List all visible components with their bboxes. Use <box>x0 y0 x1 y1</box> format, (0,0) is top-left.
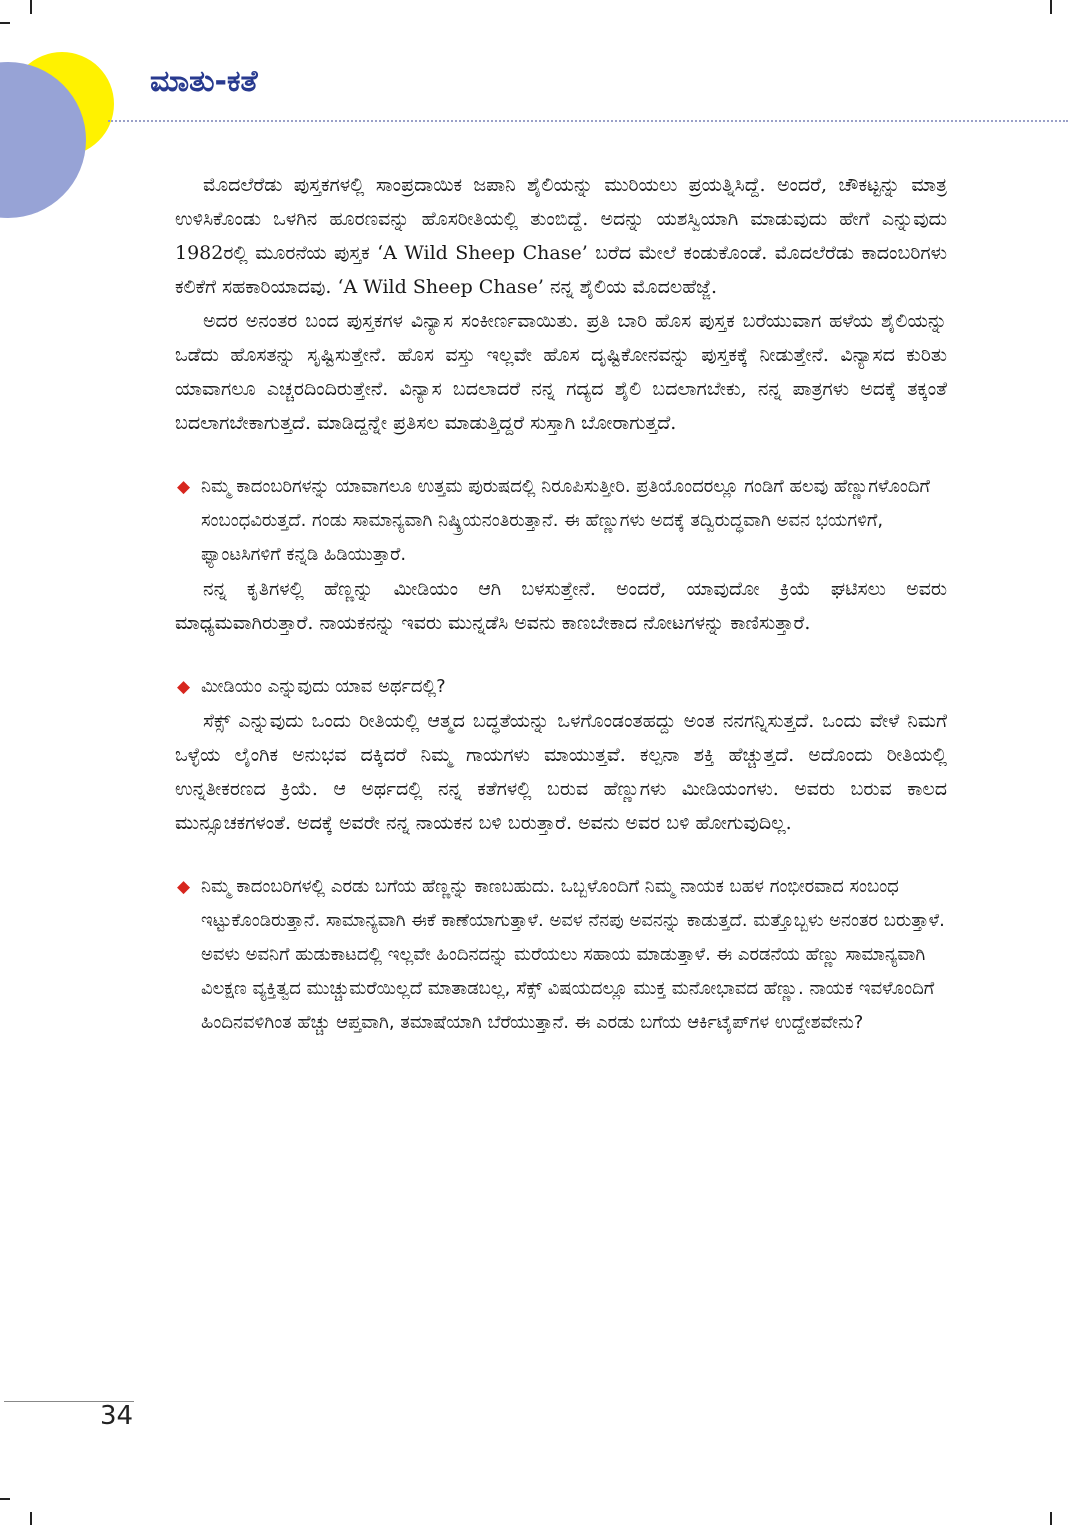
page-number: 34 <box>100 1401 134 1431</box>
header-dotted-rule <box>108 120 1068 122</box>
crop-mark <box>0 22 10 24</box>
crop-mark <box>0 1498 10 1500</box>
interview-question <box>175 670 947 704</box>
paragraph: ಅದರ ಅನಂತರ ಬಂದ ಪುಸ್ತಕಗಳ ವಿನ್ಯಾಸ ಸಂಕೀರ್ಣವಾಯಿತು. ಪ್ರತಿ ಬಾರಿ ಹೊಸ ಪುಸ್ತಕ ಬರೆಯುವಾಗ ಹಳೆಯ ಶೈಲಿಯನ್ನು ಒಡೆದು ಹೊಸತನ್ನು ಸೃಷ್ಟಿಸುತ್ತೇನೆ. ಹೊಸ ವಸ್ತು ಇಲ್ಲವೇ ಹೊಸ ದೃಷ್ಟಿಕೋನವನ್ನು ಪುಸ್ತಕಕ್ಕೆ ನೀಡುತ್ತೇನೆ. ವಿನ್ಯಾಸದ ಕುರಿತು ಯಾವಾಗಲೂ ಎಚ್ಚರದಿಂದಿರುತ್ತೇನೆ. ವಿನ್ಯಾಸ ಬದಲಾದರೆ ನನ್ನ ಗದ್ಯದ ಶೈಲಿ ಬದಲಾಗಬೇಕು, ನನ್ನ ಪಾತ್ರಗಳು ಅದಕ್ಕೆ ತಕ್ಕಂತೆ ಬದಲಾಗಬೇಕಾಗುತ್ತದೆ. ಮಾಡಿದ್ದನ್ನೇ ಪ್ರತಿಸಲ ಮಾಡುತ್ತಿದ್ದರೆ ಸುಸ್ತಾಗಿ ಬೋರಾಗುತ್ತದೆ. <box>175 310 947 434</box>
interview-question <box>175 870 947 1040</box>
question-text: ಮೀಡಿಯಂ ಎನ್ನುವುದು ಯಾವ ಅರ್ಥದಲ್ಲಿ? <box>201 676 446 697</box>
question-text: ನಿಮ್ಮ ಕಾದಂಬರಿಗಳನ್ನು ಯಾವಾಗಲೂ ಉತ್ತಮ ಪುರುಷದಲ್ಲಿ ನಿರೂಪಿಸುತ್ತೀರಿ. ಪ್ರತಿಯೊಂದರಲ್ಲೂ ಗಂಡಿಗೆ ಹಲವು ಹೆಣ್ಣುಗಳೊಂದಿಗೆ ಸಂಬಂಧವಿರುತ್ತದೆ. ಗಂಡು ಸಾಮಾನ್ಯವಾಗಿ ನಿಷ್ಕ್ರಿಯನಂತಿರುತ್ತಾನೆ. ಈ ಹೆಣ್ಣುಗಳು ಅದಕ್ಕೆ ತದ್ವಿರುದ್ಧವಾಗಿ ಅವನ ಭಯಗಳಿಗೆ, ಫ್ಯಾಂಟಸಿಗಳಿಗೆ ಕನ್ನಡಿ ಹಿಡಿಯುತ್ತಾರೆ. <box>201 476 930 565</box>
red-diamond-icon: ◆ <box>177 477 191 497</box>
question-text: ನಿಮ್ಮ ಕಾದಂಬರಿಗಳಲ್ಲಿ ಎರಡು ಬಗೆಯ ಹೆಣ್ಣನ್ನು ಕಾಣಬಹುದು. ಒಬ್ಬಳೊಂದಿಗೆ ನಿಮ್ಮ ನಾಯಕ ಬಹಳ ಗಂಭೀರವಾದ ಸಂಬಂಧ ಇಟ್ಟುಕೊಂಡಿರುತ್ತಾನೆ. ಸಾಮಾನ್ಯವಾಗಿ ಈಕೆ ಕಾಣೆಯಾಗುತ್ತಾಳೆ. ಅವಳ ನೆನಪು ಅವನನ್ನು ಕಾಡುತ್ತದೆ. ಮತ್ತೊಬ್ಬಳು ಅನಂತರ ಬರುತ್ತಾಳೆ. ಅವಳು ಅವನಿಗೆ ಹುಡುಕಾಟದಲ್ಲಿ ಇಲ್ಲವೇ ಹಿಂದಿನದನ್ನು ಮರೆಯಲು ಸಹಾಯ ಮಾಡುತ್ತಾಳೆ. ಈ ಎರಡನೆಯ ಹೆಣ್ಣು ಸಾಮಾನ್ಯವಾಗಿ ವಿಲಕ್ಷಣ ವ್ಯಕ್ತಿತ್ವದ ಮುಚ್ಚುಮರೆಯಿಲ್ಲದೆ ಮಾತಾಡಬಲ್ಲ, ಸೆಕ್ಸ್ ವಿಷಯದಲ್ಲೂ ಮುಕ್ತ ಮನೋಭಾವದ ಹೆಣ್ಣು. ನಾಯಕ ಇವಳೊಂದಿಗೆ ಹಿಂದಿನವಳಿಗಿಂತ ಹೆಚ್ಚು ಆಪ್ತವಾಗಿ, ತಮಾಷೆಯಾಗಿ ಬೆರೆಯುತ್ತಾನೆ. ಈ ಎರಡು ಬಗೆಯ ಆರ್ಕಿಟೈಪ್‌ಗಳ ಉದ್ದೇಶವೇನು? <box>201 876 945 1033</box>
paragraph: ಸೆಕ್ಸ್ ಎನ್ನುವುದು ಒಂದು ರೀತಿಯಲ್ಲಿ ಆತ್ಮದ ಬದ್ಧತೆಯನ್ನು ಒಳಗೊಂಡಂತಹದ್ದು ಅಂತ ನನಗನ್ನಿಸುತ್ತದೆ. ಒಂದು ವೇಳೆ ನಿಮಗೆ ಒಳ್ಳೆಯ ಲೈಂಗಿಕ ಅನುಭವ ದಕ್ಕಿದರೆ ನಿಮ್ಮ ಗಾಯಗಳು ಮಾಯುತ್ತವೆ. ಕಲ್ಪನಾ ಶಕ್ತಿ ಹೆಚ್ಚುತ್ತದೆ. ಅದೊಂದು ರೀತಿಯಲ್ಲಿ ಉನ್ನತೀಕರಣದ ಕ್ರಿಯೆ. ಆ ಅರ್ಥದಲ್ಲಿ ನನ್ನ ಕತೆಗಳಲ್ಲಿ ಬರುವ ಹೆಣ್ಣುಗಳು ಮೀಡಿಯಂಗಳು. ಅವರು ಬರುವ ಕಾಲದ ಮುನ್ಸೂಚಕಗಳಂತೆ. ಅದಕ್ಕೆ ಅವರೇ ನನ್ನ ನಾಯಕನ ಬಳಿ ಬರುತ್ತಾರೆ. ಅವನು ಅವರ ಬಳಿ ಹೋಗುವುದಿಲ್ಲ. <box>175 710 947 834</box>
red-diamond-icon: ◆ <box>177 677 191 697</box>
article-body <box>175 168 947 1040</box>
paragraph: ಮೊದಲೆರೆಡು ಪುಸ್ತಕಗಳಲ್ಲಿ ಸಾಂಪ್ರದಾಯಿಕ ಜಪಾನಿ ಶೈಲಿಯನ್ನು ಮುರಿಯಲು ಪ್ರಯತ್ನಿಸಿದ್ದೆ. ಅಂದರೆ, ಚೌಕಟ್ಟನ್ನು ಮಾತ್ರ ಉಳಿಸಿಕೊಂಡು ಒಳಗಿನ ಹೂರಣವನ್ನು ಹೊಸರೀತಿಯಲ್ಲಿ ತುಂಬಿದ್ದೆ. ಅದನ್ನು ಯಶಸ್ವಿಯಾಗಿ ಮಾಡುವುದು ಹೇಗೆ ಎನ್ನುವುದು 1982ರಲ್ಲಿ ಮೂರನೆಯ ಪುಸ್ತಕ ‘A Wild Sheep Chase’ ಬರೆದ ಮೇಲೆ ಕಂಡುಕೊಂಡೆ. ಮೊದಲೆರೆಡು ಕಾದಂಬರಿಗಳು ಕಲಿಕೆಗೆ ಸಹಕಾರಿಯಾದವು. ‘A Wild Sheep Chase’ ನನ್ನ ಶೈಲಿಯ ಮೊದಲಹೆಜ್ಜೆ. <box>175 174 947 298</box>
crop-mark <box>30 1512 32 1525</box>
section-title: ಮಾತು-ಕತೆ <box>150 64 258 99</box>
crop-mark <box>1050 0 1052 14</box>
crop-mark <box>1050 1512 1052 1525</box>
interview-question <box>175 470 947 572</box>
paragraph: ನನ್ನ ಕೃತಿಗಳಲ್ಲಿ ಹೆಣ್ಣನ್ನು ಮೀಡಿಯಂ ಆಗಿ ಬಳಸುತ್ತೇನೆ. ಅಂದರೆ, ಯಾವುದೋ ಕ್ರಿಯೆ ಘಟಿಸಲು ಅವರು ಮಾಧ್ಯಮವಾಗಿರುತ್ತಾರೆ. ನಾಯಕನನ್ನು ಇವರು ಮುನ್ನಡೆಸಿ ಅವನು ಕಾಣಬೇಕಾದ ನೋಟಗಳನ್ನು ಕಾಣಿಸುತ್ತಾರೆ. <box>175 578 947 634</box>
red-diamond-icon: ◆ <box>177 877 191 897</box>
crop-mark <box>30 0 32 14</box>
